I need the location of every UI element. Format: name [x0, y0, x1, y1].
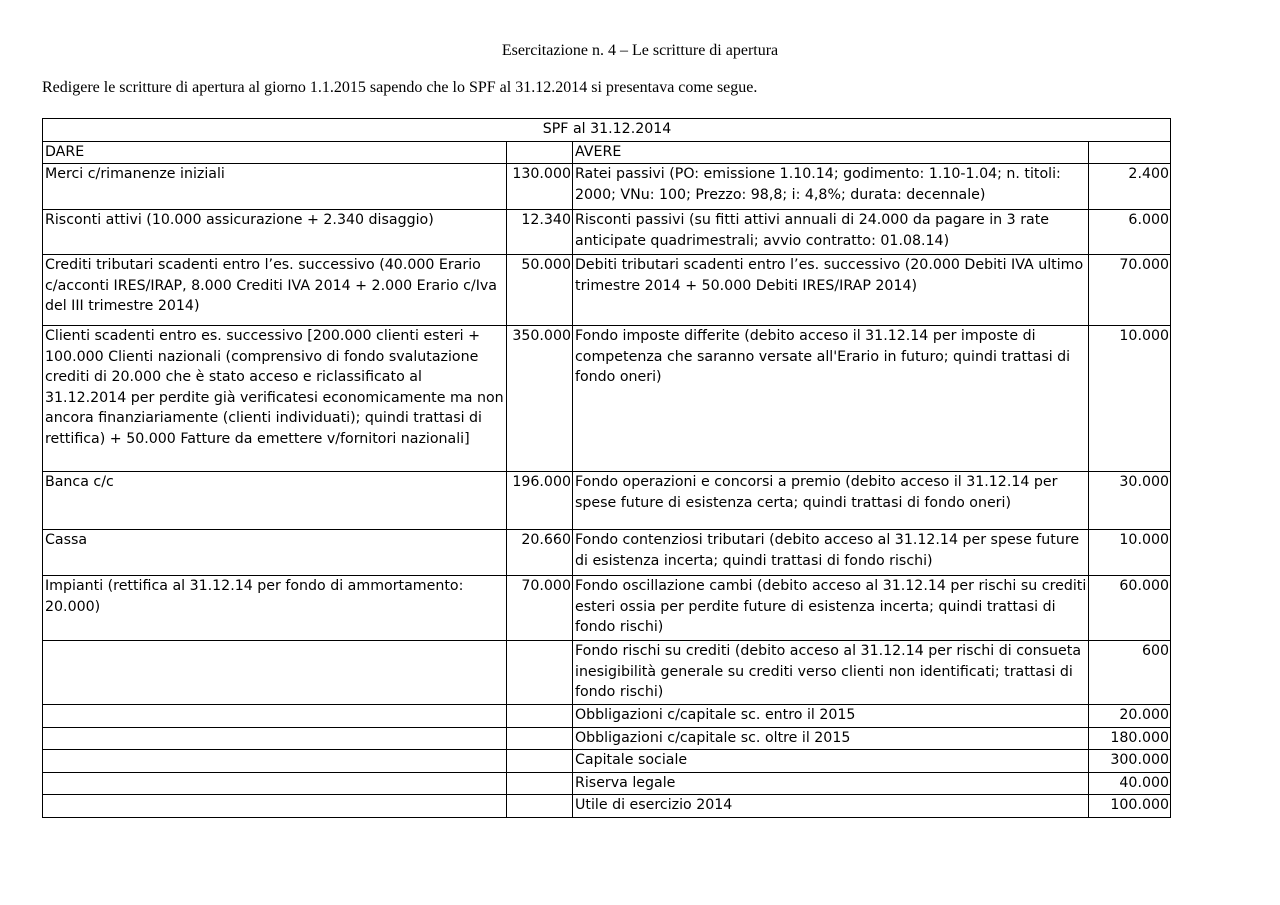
- avere-account: Ratei passivi (PO: emissione 1.10.14; godimento: 1.10-1.04; n. titoli: 2000; VNu: 100; Prezzo: 98,8; i: 4,8%; durata: decennale): [573, 164, 1089, 210]
- dare-amount: [507, 772, 573, 795]
- avere-amount: 6.000: [1089, 210, 1171, 255]
- dare-amount: [507, 705, 573, 728]
- avere-amount: 2.400: [1089, 164, 1171, 210]
- avere-amount: 10.000: [1089, 530, 1171, 576]
- spf-balance-table: [42, 118, 1171, 818]
- table-row: [43, 472, 1171, 530]
- table-row: [43, 641, 1171, 705]
- avere-amount: 600: [1089, 641, 1171, 705]
- dare-amount: 20.660: [507, 530, 573, 576]
- table-row: [43, 530, 1171, 576]
- avere-account: Utile di esercizio 2014: [573, 795, 1089, 818]
- table-row: [43, 255, 1171, 326]
- avere-account: Riserva legale: [573, 772, 1089, 795]
- table-row: [43, 576, 1171, 641]
- dare-account: [43, 795, 507, 818]
- dare-account: Impianti (rettifica al 31.12.14 per fondo di ammortamento: 20.000): [43, 576, 507, 641]
- avere-account: Fondo imposte differite (debito acceso il 31.12.14 per imposte di competenza che saranno versate all'Erario in futuro; quindi trattasi di fondo oneri): [573, 326, 1089, 472]
- avere-amount: 100.000: [1089, 795, 1171, 818]
- dare-amount: 50.000: [507, 255, 573, 326]
- table-row: [43, 705, 1171, 728]
- dare-amount: [507, 727, 573, 750]
- table-caption: SPF al 31.12.2014: [43, 119, 1171, 142]
- avere-account: Obbligazioni c/capitale sc. oltre il 2015: [573, 727, 1089, 750]
- avere-account: Fondo contenziosi tributari (debito acceso al 31.12.14 per spese future di esistenza incerta; quindi trattasi di fondo rischi): [573, 530, 1089, 576]
- table-row: [43, 210, 1171, 255]
- dare-account: [43, 772, 507, 795]
- avere-amount: 300.000: [1089, 750, 1171, 773]
- table-caption-row: [43, 119, 1171, 142]
- dare-account: [43, 705, 507, 728]
- table-row: [43, 772, 1171, 795]
- dare-account: [43, 641, 507, 705]
- dare-amount: 350.000: [507, 326, 573, 472]
- avere-amount: 20.000: [1089, 705, 1171, 728]
- avere-account: Risconti passivi (su fitti attivi annuali di 24.000 da pagare in 3 rate anticipate quadrimestrali; avvio contratto: 01.08.14): [573, 210, 1089, 255]
- dare-amount: [507, 795, 573, 818]
- table-row: [43, 326, 1171, 472]
- table-row: [43, 164, 1171, 210]
- dare-account: Clienti scadenti entro es. successivo [200.000 clienti esteri + 100.000 Clienti nazionali (comprensivo di fondo svalutazione crediti di 20.000 che è stato acceso e riclassificato al 31.12.2014 per perdite già verificatesi economicamente ma non ancora finanziariamente (clienti individuati); quindi trattasi di rettifica) + 50.000 Fatture da emettere v/fornitori nazionali]: [43, 326, 507, 472]
- avere-account: Fondo rischi su crediti (debito acceso al 31.12.14 per rischi di consueta inesigibilità generale su crediti verso clienti non identificati; trattasi di fondo rischi): [573, 641, 1089, 705]
- dare-account: Crediti tributari scadenti entro l’es. successivo (40.000 Erario c/acconti IRES/IRAP, 8.000 Crediti IVA 2014 + 2.000 Erario c/Iva del III trimestre 2014): [43, 255, 507, 326]
- avere-amount: 70.000: [1089, 255, 1171, 326]
- avere-amount: 60.000: [1089, 576, 1171, 641]
- table-header-row: [43, 141, 1171, 164]
- table-row: [43, 795, 1171, 818]
- avere-account: Debiti tributari scadenti entro l’es. successivo (20.000 Debiti IVA ultimo trimestre 2014 + 50.000 Debiti IRES/IRAP 2014): [573, 255, 1089, 326]
- avere-header: AVERE: [573, 141, 1089, 164]
- dare-account: Banca c/c: [43, 472, 507, 530]
- dare-amount: 12.340: [507, 210, 573, 255]
- avere-amount: 40.000: [1089, 772, 1171, 795]
- dare-account: Cassa: [43, 530, 507, 576]
- document-title: Esercitazione n. 4 – Le scritture di apertura: [501, 42, 779, 59]
- dare-amount: [507, 641, 573, 705]
- dare-amount: [507, 750, 573, 773]
- avere-amount: 30.000: [1089, 472, 1171, 530]
- dare-account: Merci c/rimanenze iniziali: [43, 164, 507, 210]
- dare-account: [43, 750, 507, 773]
- dare-amount: 130.000: [507, 164, 573, 210]
- avere-amount-header: [1089, 141, 1171, 164]
- avere-account: Fondo oscillazione cambi (debito acceso al 31.12.14 per rischi su crediti esteri ossia per perdite future di esistenza incerta; quindi trattasi di fondo rischi): [573, 576, 1089, 641]
- table-row: [43, 727, 1171, 750]
- dare-account: [43, 727, 507, 750]
- avere-account: Fondo operazioni e concorsi a premio (debito acceso il 31.12.14 per spese future di esistenza certa; quindi trattasi di fondo oneri): [573, 472, 1089, 530]
- dare-amount-header: [507, 141, 573, 164]
- avere-account: Obbligazioni c/capitale sc. entro il 2015: [573, 705, 1089, 728]
- exercise-instructions: Redigere le scritture di apertura al giorno 1.1.2015 sapendo che lo SPF al 31.12.2014 si presentava come segue.: [42, 79, 758, 96]
- avere-account: Capitale sociale: [573, 750, 1089, 773]
- dare-header: DARE: [43, 141, 507, 164]
- dare-amount: 196.000: [507, 472, 573, 530]
- table-row: [43, 750, 1171, 773]
- avere-amount: 180.000: [1089, 727, 1171, 750]
- avere-amount: 10.000: [1089, 326, 1171, 472]
- dare-amount: 70.000: [507, 576, 573, 641]
- dare-account: Risconti attivi (10.000 assicurazione + 2.340 disaggio): [43, 210, 507, 255]
